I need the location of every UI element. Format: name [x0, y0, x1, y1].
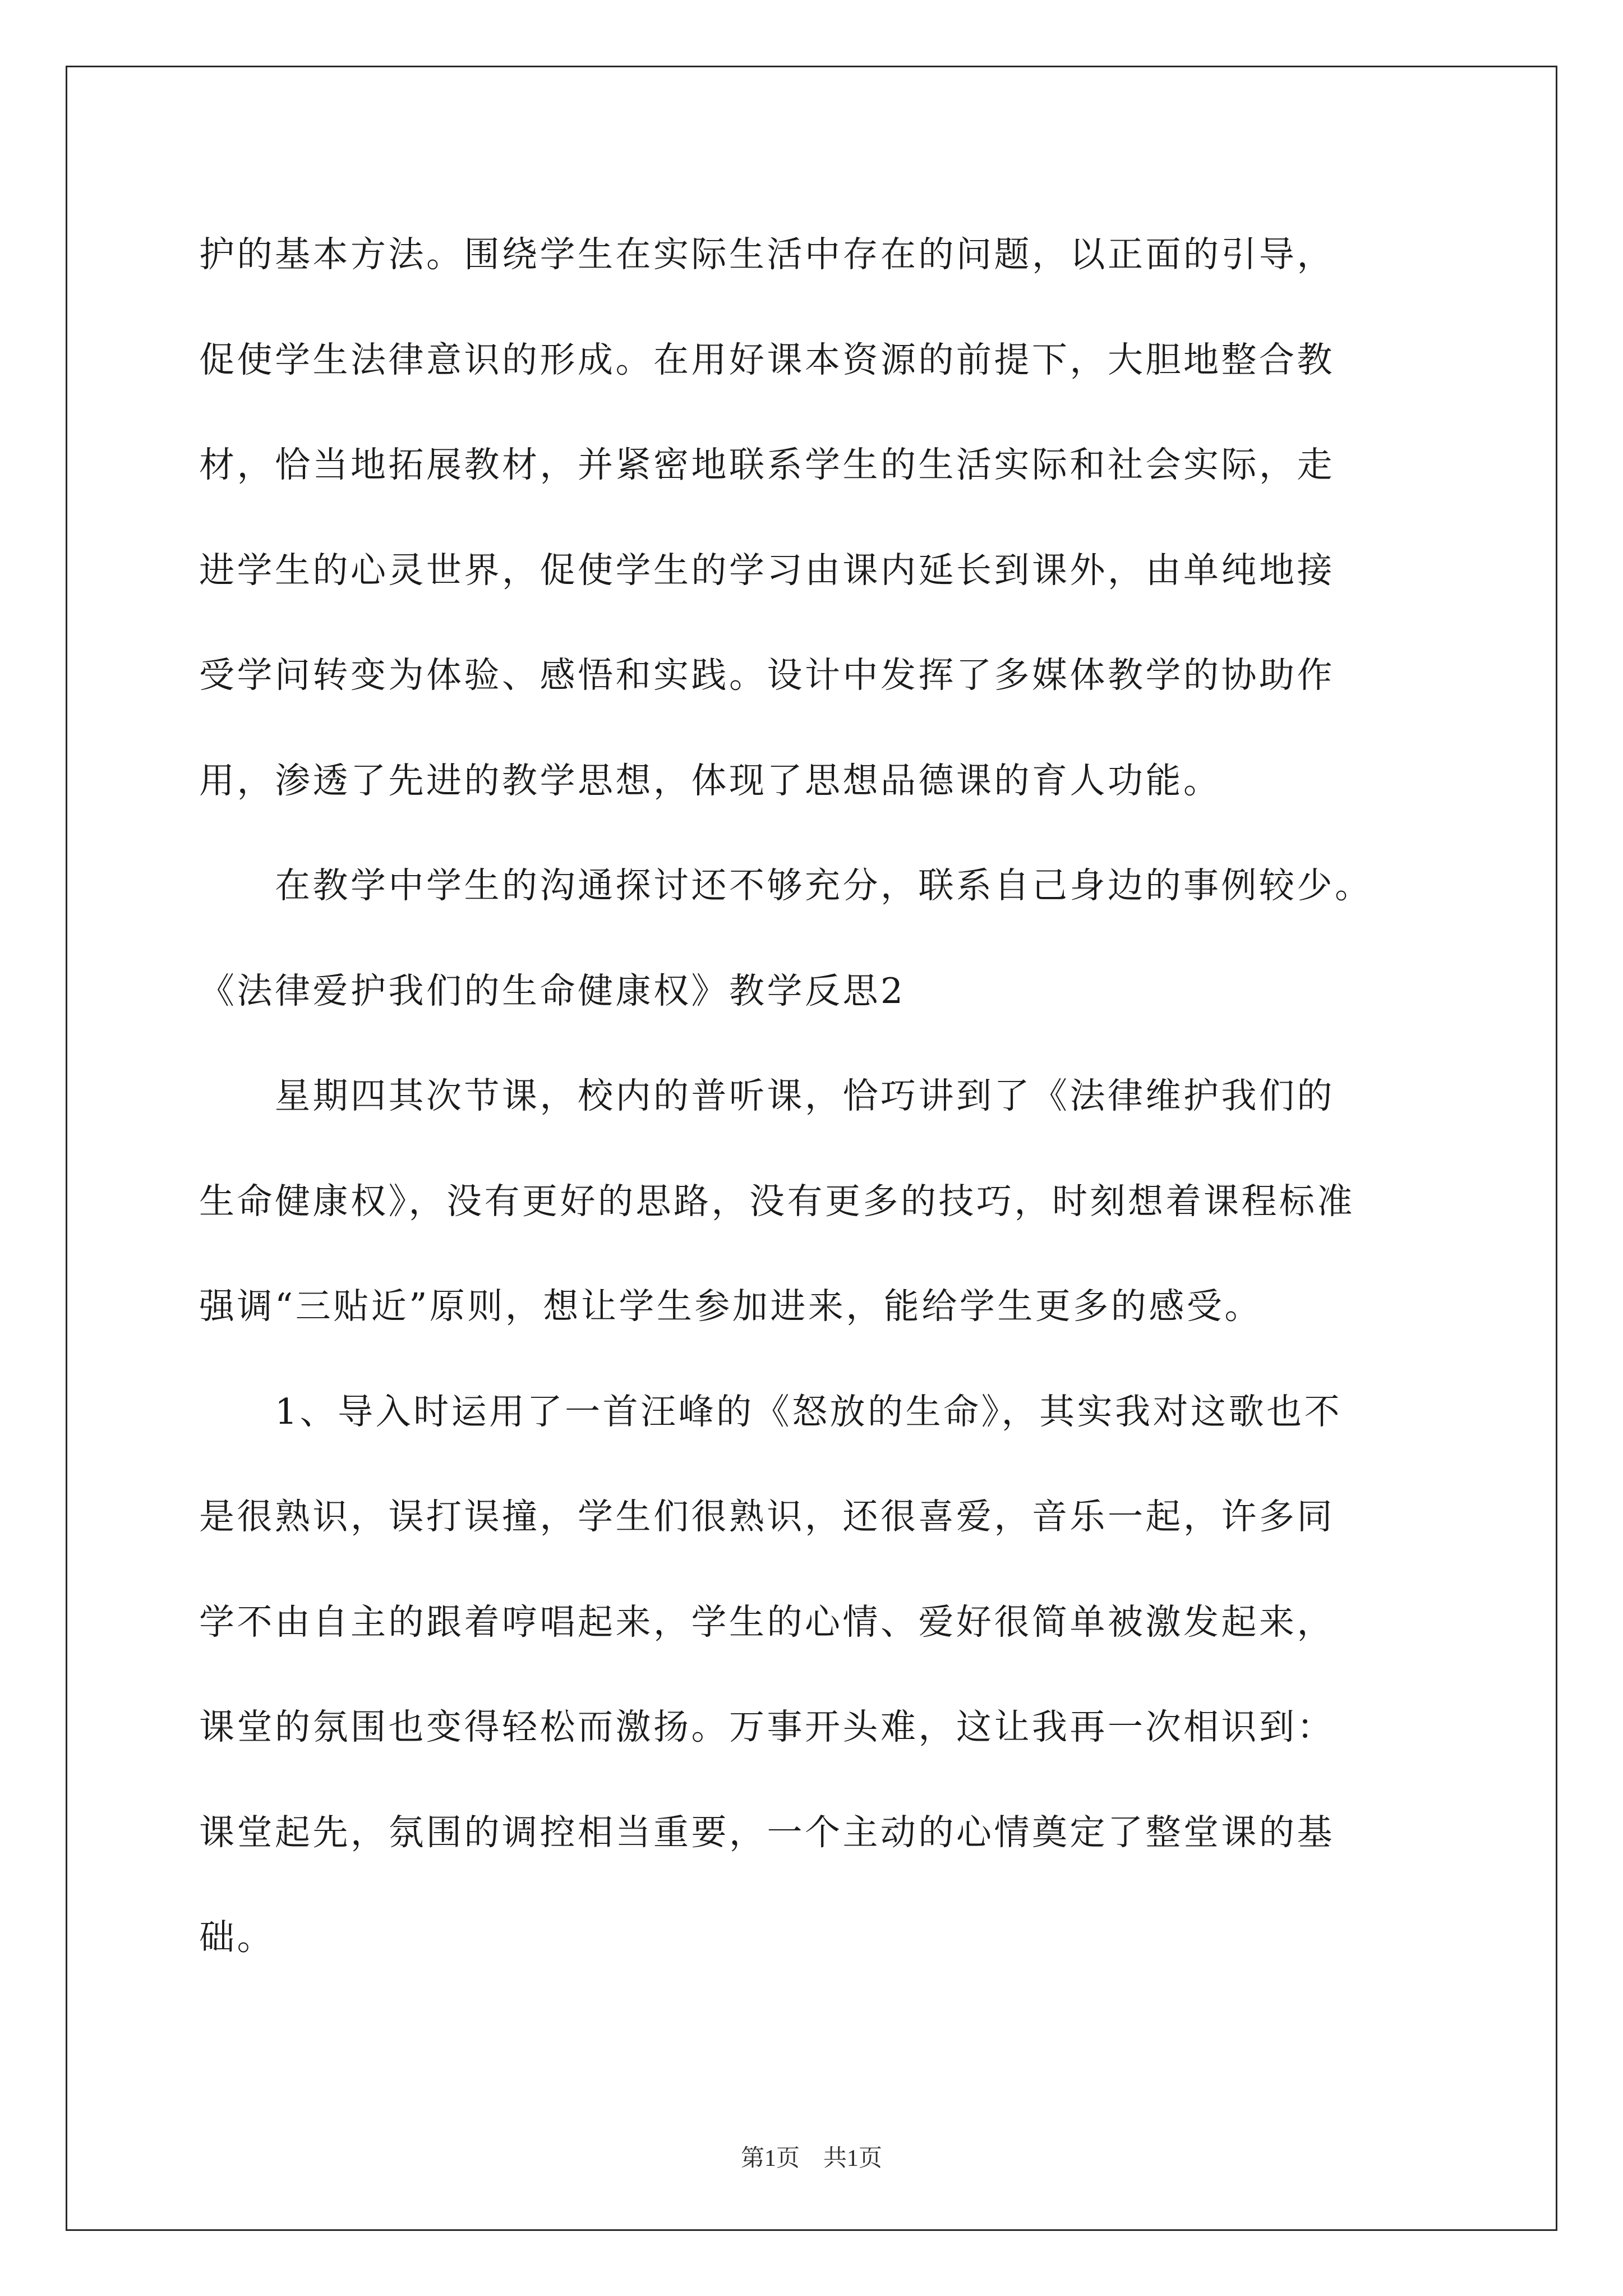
text-line: 础。 [199, 1917, 275, 1958]
page-number: 第1页 [740, 2146, 800, 2171]
page-footer [0, 2139, 1623, 2173]
text-line: 用，渗透了先进的教学思想，体现了思想品德课的育人功能。 [199, 760, 1221, 801]
text-line: 护的基本方法。围绕学生在实际生活中存在的问题，以正面的引导， [199, 234, 1335, 275]
paragraph-first-line: 在教学中学生的沟通探讨还不够充分，联系自己身边的事例较少。 [275, 865, 1373, 906]
text-line: 是很熟识，误打误撞，学生们很熟识，还很喜爱，音乐一起，许多同 [199, 1496, 1335, 1537]
text-line: 学不由自主的跟着哼唱起来，学生的心情、爱好很简单被激发起来， [199, 1601, 1335, 1642]
text-line: 强调“三贴近”原则，想让学生参加进来，能给学生更多的感受。 [199, 1286, 1262, 1327]
text-line: 进学生的心灵世界，促使学生的学习由课内延长到课外，由单纯地接 [199, 549, 1335, 591]
paragraph-first-line: 1、导入时运用了一首汪峰的《怒放的生命》，其实我对这歌也不 [275, 1391, 1343, 1432]
text-line: 受学问转变为体验、感悟和实践。设计中发挥了多媒体教学的协助作 [199, 655, 1335, 696]
section-heading: 《法律爱护我们的生命健康权》教学反思2 [199, 970, 906, 1011]
text-line: 生命健康权》，没有更好的思路，没有更多的技巧，时刻想着课程标准 [199, 1180, 1355, 1222]
text-line: 材，恰当地拓展教材，并紧密地联系学生的生活实际和社会实际，走 [199, 444, 1335, 485]
text-line: 促使学生法律意识的形成。在用好课本资源的前提下，大胆地整合教 [199, 339, 1335, 380]
page-total: 共1页 [823, 2146, 883, 2171]
paragraph-first-line: 星期四其次节课，校内的普听课，恰巧讲到了《法律维护我们的 [275, 1075, 1335, 1116]
text-line: 课堂的氛围也变得轻松而激扬。万事开头难，这让我再一次相识到： [199, 1706, 1335, 1747]
text-line: 课堂起先，氛围的调控相当重要，一个主动的心情奠定了整堂课的基 [199, 1811, 1335, 1853]
document-body [199, 202, 1433, 1990]
